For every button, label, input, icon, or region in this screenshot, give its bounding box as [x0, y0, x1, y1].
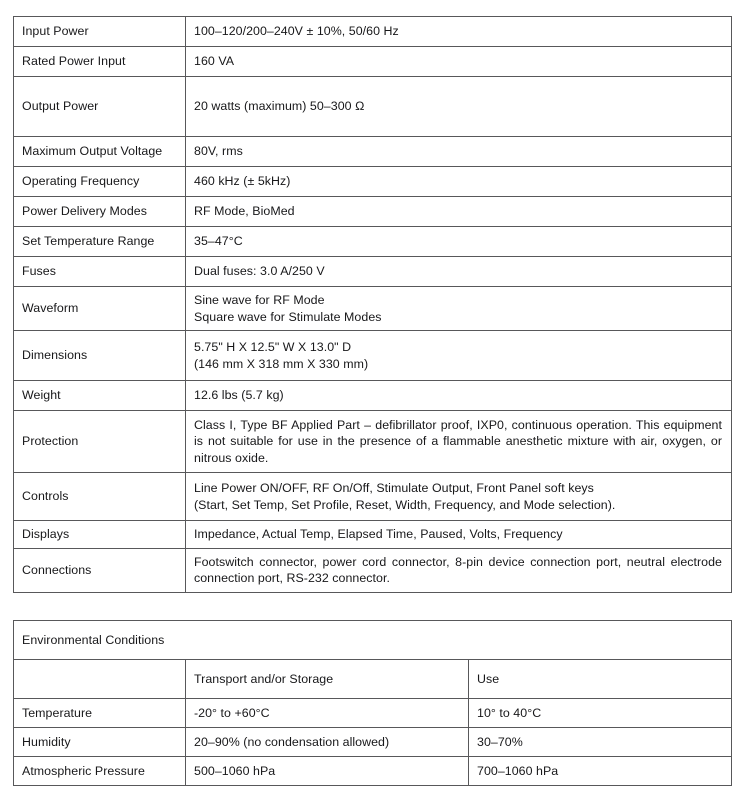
env-row-label: Atmospheric Pressure — [14, 757, 186, 786]
environmental-conditions-table — [13, 620, 732, 786]
table-row — [14, 17, 732, 47]
table-row — [14, 411, 732, 473]
table-row — [14, 167, 732, 197]
spec-label: Fuses — [14, 257, 186, 287]
env-row-label: Humidity — [14, 728, 186, 757]
spec-value-line: Sine wave for RF Mode — [194, 293, 325, 307]
env-row-transport: -20° to +60°C — [186, 699, 469, 728]
table-row — [14, 473, 732, 521]
spec-label: Displays — [14, 521, 186, 549]
table-row — [14, 137, 732, 167]
env-row-use: 10° to 40°C — [469, 699, 732, 728]
spec-value — [186, 381, 732, 411]
spec-value-line: 100–120/200–240V ± 10%, 50/60 Hz — [194, 24, 399, 39]
spec-value-line: Dual fuses: 3.0 A/250 V — [194, 264, 325, 279]
table-row — [14, 699, 732, 728]
table-row — [14, 331, 732, 381]
spec-value — [186, 473, 732, 521]
spec-value — [186, 47, 732, 77]
spec-value-line: 5.75" H X 12.5" W X 13.0" D — [194, 340, 352, 354]
spec-value — [186, 287, 732, 331]
table-row — [14, 257, 732, 287]
spec-value-line: 20 watts (maximum) 50–300 Ω — [194, 99, 365, 114]
environmental-conditions-title: Environmental Conditions — [14, 621, 732, 660]
spec-label: Protection — [14, 411, 186, 473]
spec-value-line: Footswitch connector, power cord connector, 8-pin device connection port, neutral electrode connection port, RS-232 connector. — [194, 554, 722, 585]
spec-value — [186, 197, 732, 227]
spec-value — [186, 331, 732, 381]
table-row — [14, 287, 732, 331]
table-row — [14, 381, 732, 411]
table-row-column-headers — [14, 660, 732, 699]
specifications-table-body — [14, 17, 732, 593]
spec-value-line: Line Power ON/OFF, RF On/Off, Stimulate Output, Front Panel soft keys — [194, 481, 594, 495]
spec-value — [186, 167, 732, 197]
spec-value-line: (146 mm X 318 mm X 330 mm) — [194, 356, 369, 371]
spec-value-line: Class I, Type BF Applied Part – defibrillator proof, IXP0, continuous operation. This equipment is not suitable for use in the presence of a flammable anesthetic mixture with air, oxygen, or nitrous oxide. — [194, 417, 722, 465]
spec-value — [186, 411, 732, 473]
spec-value-line: 160 VA — [194, 54, 235, 69]
spec-value — [186, 521, 732, 549]
spec-value-line: (Start, Set Temp, Set Profile, Reset, Width, Frequency, and Mode selection). — [194, 497, 616, 512]
spec-value-line: Square wave for Stimulate Modes — [194, 309, 382, 324]
spec-label: Weight — [14, 381, 186, 411]
spec-label: Power Delivery Modes — [14, 197, 186, 227]
spec-value — [186, 227, 732, 257]
environmental-table-body — [14, 621, 732, 786]
spec-value — [186, 137, 732, 167]
spec-value-line: RF Mode, BioMed — [194, 204, 295, 219]
table-row — [14, 47, 732, 77]
spec-label: Controls — [14, 473, 186, 521]
spec-label: Output Power — [14, 77, 186, 137]
spec-label: Waveform — [14, 287, 186, 331]
env-row-transport: 20–90% (no condensation allowed) — [186, 728, 469, 757]
spec-value-line: Impedance, Actual Temp, Elapsed Time, Paused, Volts, Frequency — [194, 527, 563, 541]
spec-label: Maximum Output Voltage — [14, 137, 186, 167]
spec-value — [186, 77, 732, 137]
table-row — [14, 521, 732, 549]
spec-value-line: 460 kHz (± 5kHz) — [194, 174, 291, 189]
table-row — [14, 548, 732, 592]
env-row-transport: 500–1060 hPa — [186, 757, 469, 786]
env-header-use: Use — [469, 660, 732, 699]
env-header-transport: Transport and/or Storage — [186, 660, 469, 699]
table-row — [14, 728, 732, 757]
spec-label: Rated Power Input — [14, 47, 186, 77]
env-row-use: 30–70% — [469, 728, 732, 757]
spec-label: Dimensions — [14, 331, 186, 381]
env-row-use: 700–1060 hPa — [469, 757, 732, 786]
spec-value-line: 12.6 lbs (5.7 kg) — [194, 388, 284, 403]
table-row — [14, 77, 732, 137]
spec-value — [186, 548, 732, 592]
table-row-section-header — [14, 621, 732, 660]
spec-value — [186, 257, 732, 287]
spec-label: Operating Frequency — [14, 167, 186, 197]
spec-label: Set Temperature Range — [14, 227, 186, 257]
spec-value-line: 80V, rms — [194, 144, 243, 159]
spec-label: Connections — [14, 548, 186, 592]
spec-value — [186, 17, 732, 47]
table-row — [14, 757, 732, 786]
table-row — [14, 227, 732, 257]
spec-label: Input Power — [14, 17, 186, 47]
env-header-blank — [14, 660, 186, 699]
device-specifications-table — [13, 16, 732, 593]
env-row-label: Temperature — [14, 699, 186, 728]
table-row — [14, 197, 732, 227]
spec-value-line: 35–47°C — [194, 234, 243, 249]
